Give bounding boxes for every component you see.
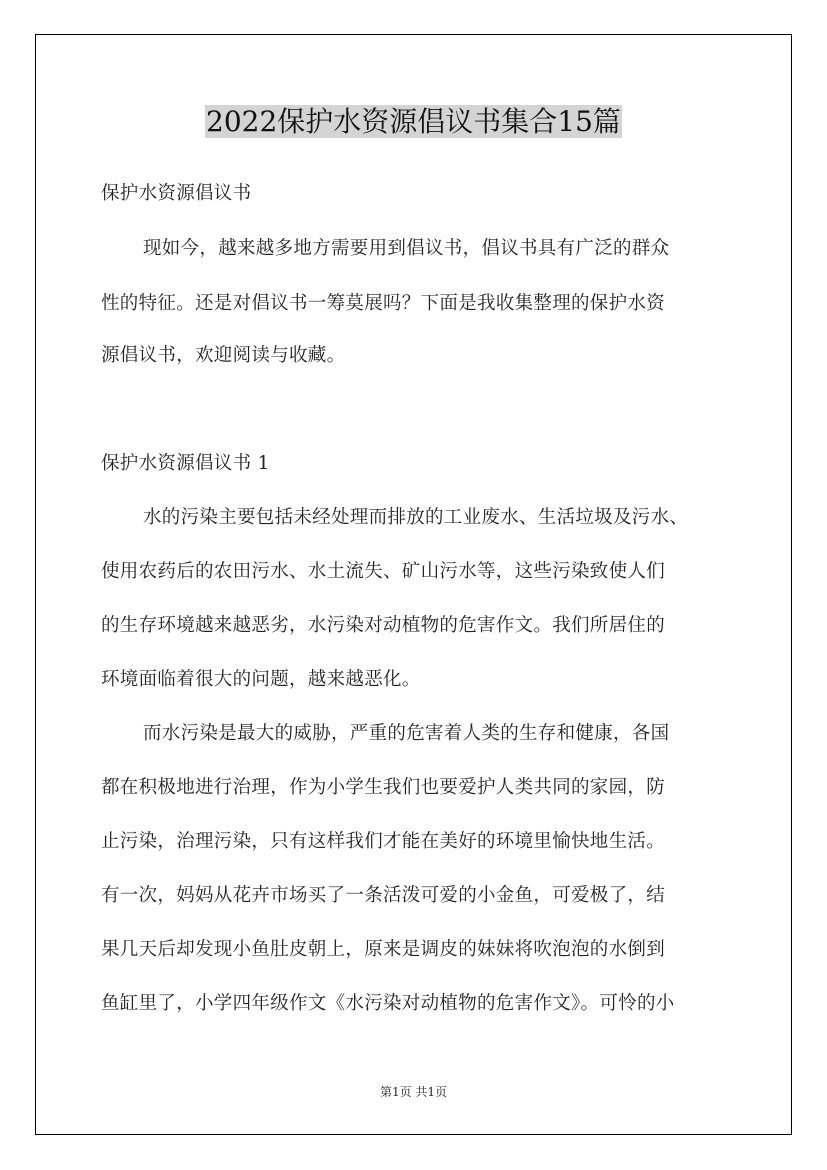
page-footer: 第1页 共1页 [379,1085,448,1099]
paragraph-line: 的生存环境越来越恶劣，水污染对动植物的危害作文。我们所居住的 [101,615,666,636]
paragraph-line: 水的污染主要包括未经处理而排放的工业废水、生活垃圾及污水、 [143,507,689,528]
paragraph-line: 有一次，妈妈从花卉市场买了一条活泼可爱的小金鱼，可爱极了，结 [101,885,666,906]
intro-line: 现如今，越来越多地方需要用到倡议书，倡议书具有广泛的群众 [143,238,670,259]
intro-heading: 保护水资源倡议书 [101,183,252,204]
section-heading: 保护水资源倡议书 1 [101,453,270,474]
paragraph-line: 使用农药后的农田污水、水土流失、矿山污水等，这些污染致使人们 [101,561,666,582]
paragraph-line: 果几天后却发现小鱼肚皮朝上，原来是调皮的妹妹将吹泡泡的水倒到 [101,939,666,960]
intro-line: 性的特征。还是对倡议书一筹莫展吗？下面是我收集整理的保护水资 [101,293,666,314]
document-title-text: 2022保护水资源倡议书集合15篇 [206,105,621,138]
document-title [0,102,827,142]
paragraph-line: 而水污染是最大的威胁，严重的危害着人类的生存和健康，各国 [143,723,670,744]
paragraph-line: 都在积极地进行治理，作为小学生我们也要爱护人类共同的家园，防 [101,777,666,798]
paragraph-line: 环境面临着很大的问题，越来越恶化。 [101,669,421,690]
paragraph-line: 止污染，治理污染，只有这样我们才能在美好的环境里愉快地生活。 [101,831,666,852]
paragraph-line: 鱼缸里了，小学四年级作文《水污染对动植物的危害作文》。可怜的小 [101,993,675,1014]
intro-line: 源倡议书，欢迎阅读与收藏。 [101,345,346,366]
